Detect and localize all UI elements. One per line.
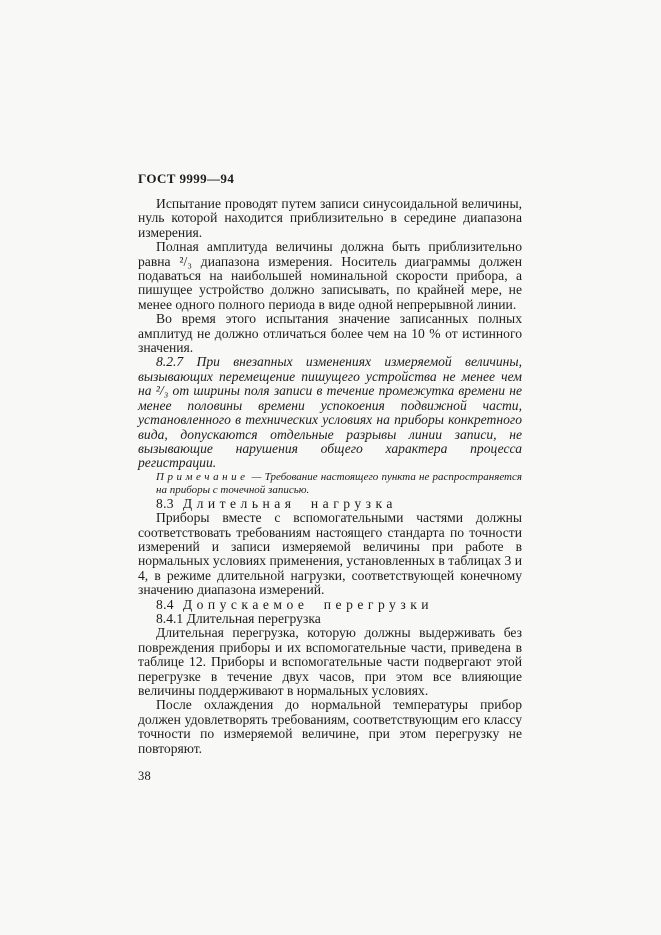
section-heading-8-3 xyxy=(138,497,522,511)
note-block xyxy=(138,471,522,497)
paragraph-clause-8-3: Приборы вместе с вспомогательными частями должны соответствовать требованиям настоящего стандарта по точности измерений и записи измеряемой величины при работе в нормальных условиях применения, установленных в таблицах 3 и 4, в режиме длительной нагрузки, соответствующей конечному значению диапазона измерений. xyxy=(138,510,522,598)
section-title-8-3: Длительная нагрузка xyxy=(182,495,397,511)
section-heading-8-4 xyxy=(138,598,522,612)
paragraph-test-sine: Испытание проводят путем записи синусоидальной величины, нуль которой находится приблизительно в середине диапазона измерения. xyxy=(138,196,522,240)
subheading-8-4-1: 8.4.1 Длительная перегрузка xyxy=(156,610,321,626)
paragraph-full-amplitude: Полная амплитуда величины должна быть приблизительно равна ²/₃ диапазона измерения. Носитель диаграммы должен подаваться на наибольшей номинальной скорости прибора, а пишущее устройство должно записывать, по крайней мере, не менее одного полного периода в виде одной непрерывной линии. xyxy=(138,239,522,312)
section-number-8-4: 8.4 xyxy=(156,596,174,612)
document-body xyxy=(138,197,522,756)
paragraph-clause-8-4-1-b: После охлаждения до нормальной температуры прибор должен удовлетворять требованиям, соответствующим его классу точности по измеряемой величине, при этом перегрузку не повторяют. xyxy=(138,697,522,756)
section-number-8-3: 8.3 xyxy=(156,495,174,511)
note-text: — Требование настоящего пункта не распространяется на приборы с точечной записью. xyxy=(156,470,522,496)
document-header: ГОСТ 9999—94 xyxy=(138,171,235,186)
note-label: Примечание xyxy=(156,470,249,483)
page-number: 38 xyxy=(138,769,151,784)
paragraph-clause-8-4-1-a: Длительная перегрузка, которую должны выдерживать без повреждения приборы и их вспомогательные части, приведена в таблице 12. Приборы и вспомогательные части подвергают этой перегрузке в течение двух часов, при этом все влияющие величины поддерживают в нормальных условиях. xyxy=(138,625,522,698)
content-column xyxy=(138,172,522,784)
paragraph-during-test: Во время этого испытания значение записанных полных амплитуд не должно отличаться более чем на 10 % от истинного значения. xyxy=(138,311,522,356)
paragraph-clause-8-2-7: 8.2.7 При внезапных изменениях измеряемой величины, вызывающих перемещение пишущего устройства не менее чем на ²/₃ от ширины поля записи в течение промежутка времени не менее половины времени успокоения подвижной части, установленного в технических условиях на приборы конкретного вида, допускаются отдельные разрывы линии записи, не вызывающие нарушения общего характера процесса регистрации. xyxy=(138,354,522,471)
section-title-8-4: Допускаемое перегрузки xyxy=(182,596,434,612)
